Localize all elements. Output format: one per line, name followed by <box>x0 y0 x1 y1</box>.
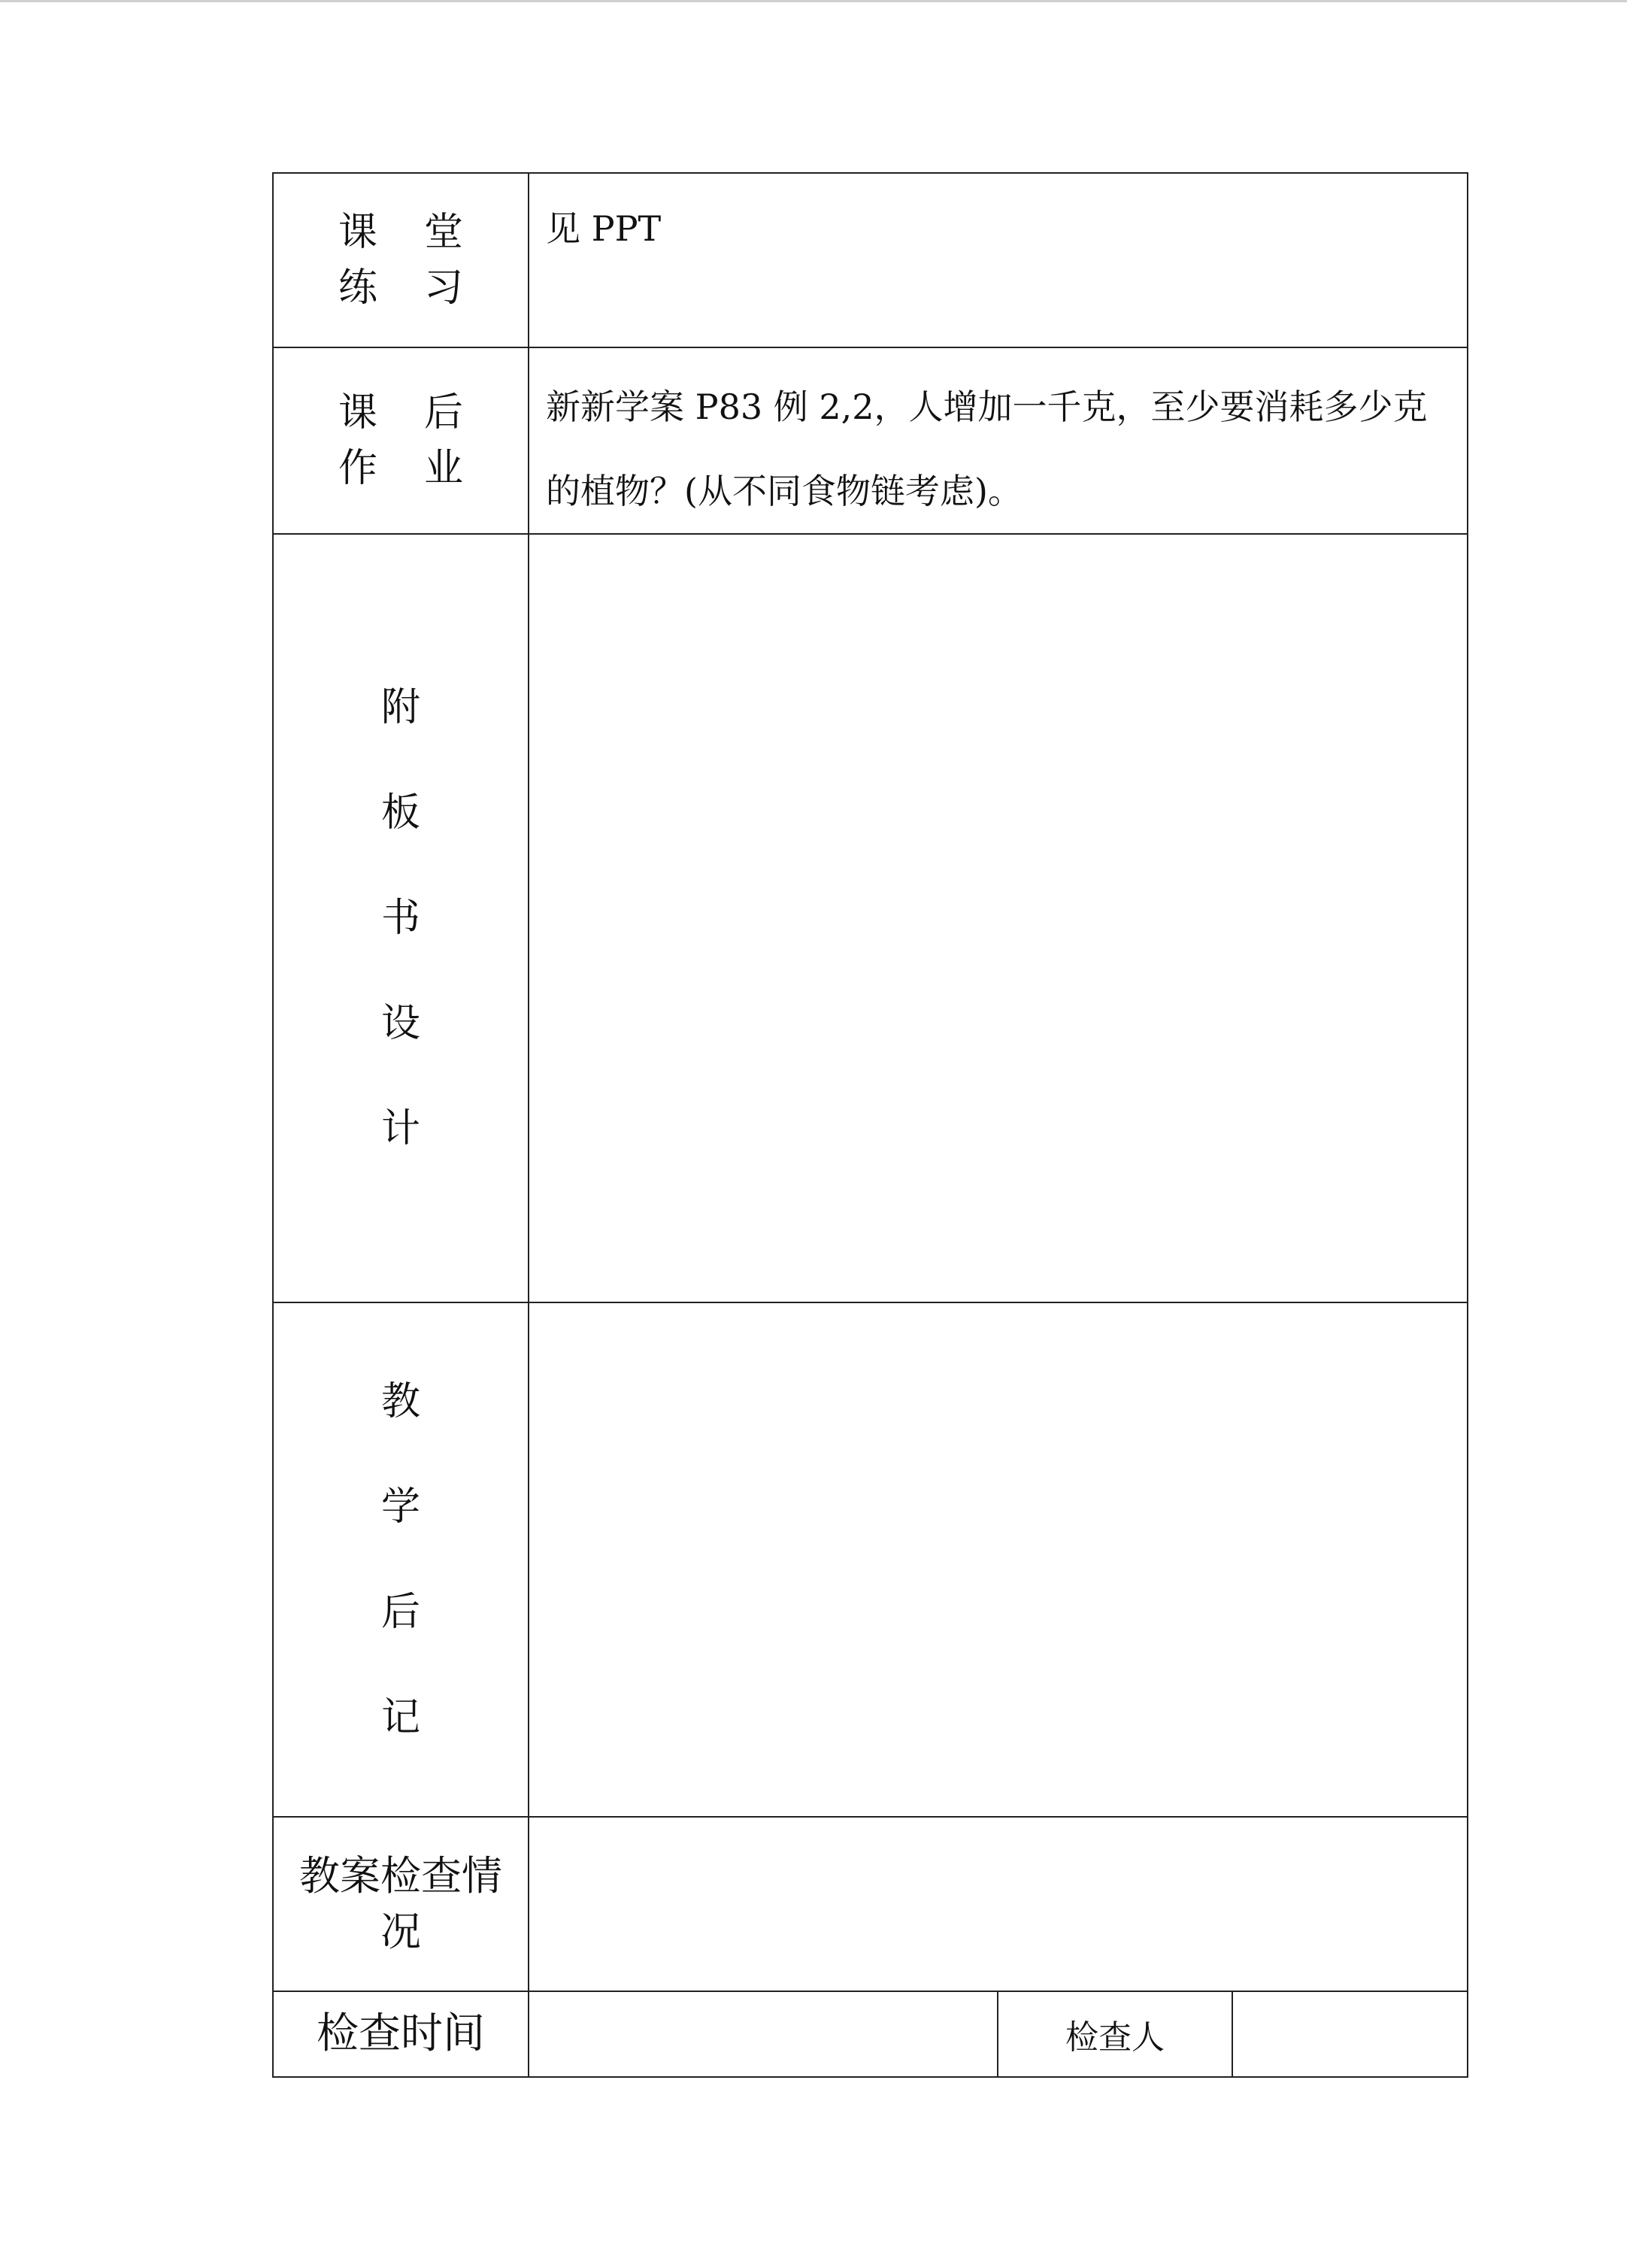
row-homework <box>273 347 1468 534</box>
checker-value-cell <box>1232 1991 1468 2077</box>
plan-check-label: 教案检查情况 <box>299 1852 502 1955</box>
checker-label-cell <box>998 1991 1232 2077</box>
board-design-label: 附板书设计 <box>380 685 420 1151</box>
classroom-practice-content-cell <box>529 173 1468 347</box>
row-classroom-practice <box>273 173 1468 347</box>
homework-content: 新新学案 P83 例 2,2，人增加一千克，至少要消耗多少克的植物？(从不同食物链考虑)。 <box>546 387 1428 511</box>
homework-label-line1: 课后 <box>338 390 510 435</box>
checker-label: 检查人 <box>1065 2018 1165 2057</box>
homework-label-cell <box>273 347 529 534</box>
row-check-footer <box>273 1991 1468 2077</box>
row-board-design <box>273 534 1468 1302</box>
plan-check-content <box>529 1818 1467 1834</box>
board-design-content <box>529 535 1467 551</box>
check-time-label: 检查时间 <box>317 2009 485 2058</box>
page-top-rule <box>0 0 1627 2</box>
row-plan-check <box>273 1817 1468 1991</box>
row-teaching-reflection <box>273 1302 1468 1817</box>
teaching-reflection-label: 教学后记 <box>380 1379 420 1740</box>
check-time-label-cell <box>273 1991 529 2077</box>
check-time-value-cell <box>529 1991 998 2077</box>
classroom-practice-content: 见 PPT <box>546 208 662 249</box>
lesson-plan-table <box>272 172 1468 2078</box>
classroom-practice-label-line2: 练习 <box>338 265 510 311</box>
homework-content-cell <box>529 347 1468 534</box>
board-design-label-cell <box>273 534 529 1302</box>
homework-label-line2: 作业 <box>338 446 510 491</box>
teaching-reflection-label-cell <box>273 1302 529 1817</box>
teaching-reflection-content <box>529 1303 1467 1320</box>
classroom-practice-label-cell <box>273 173 529 347</box>
board-design-content-cell <box>529 534 1468 1302</box>
check-time-value <box>529 1992 997 2022</box>
checker-value <box>1233 1992 1467 2022</box>
teaching-reflection-content-cell <box>529 1302 1468 1817</box>
plan-check-label-cell <box>273 1817 529 1991</box>
classroom-practice-label-line1: 课堂 <box>338 210 510 255</box>
plan-check-content-cell <box>529 1817 1468 1991</box>
